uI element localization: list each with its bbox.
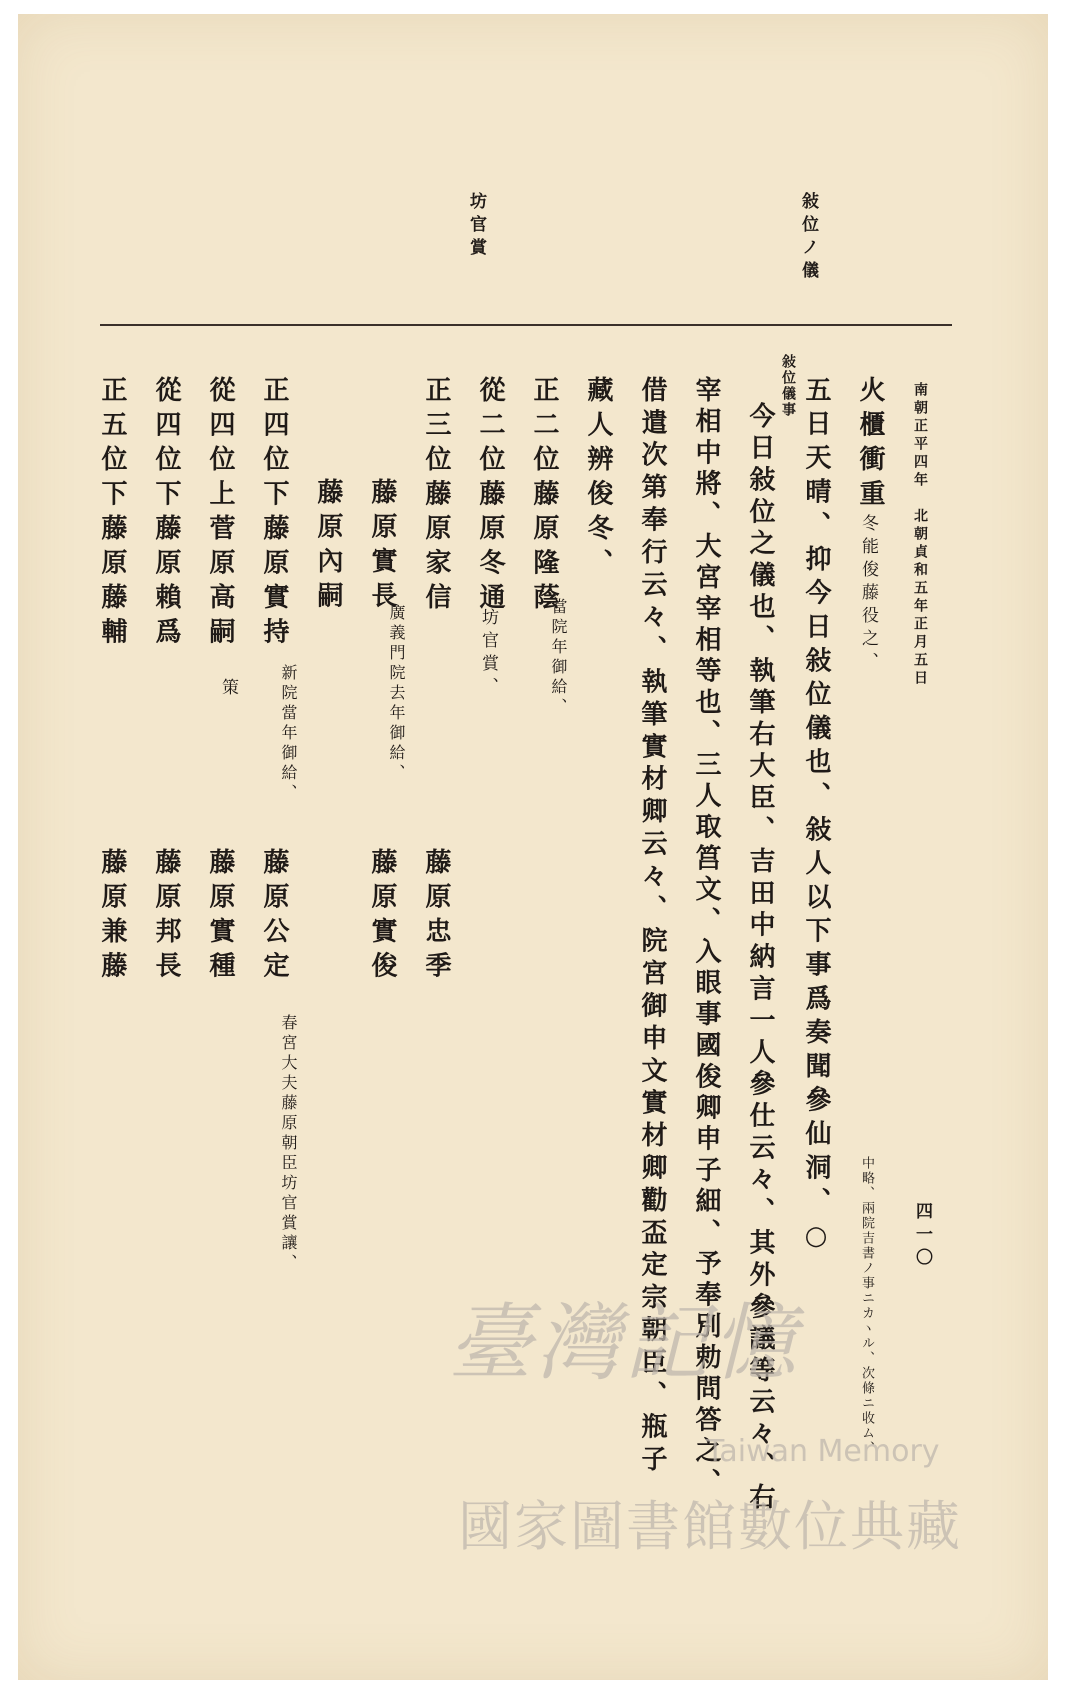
text-column-15-lower: 藤原兼藤	[97, 848, 127, 986]
text-column-1: 火櫃衝重	[855, 376, 885, 514]
column-12-lower-note: 春宮大夫藤原朝臣坊官賞讓、	[279, 1014, 298, 1274]
column-7-note: 當院年御給、	[549, 598, 568, 718]
margin-note-joi-gi: 敍位儀事	[780, 354, 796, 418]
text-column-10: 藤原實長	[367, 478, 397, 616]
side-heading-bokan: 坊官賞	[466, 192, 486, 261]
column-8-note: 坊官賞、	[478, 608, 498, 700]
text-column-13: 從四位上菅原高嗣	[205, 376, 235, 652]
text-column-12: 正四位下藤原實持	[259, 376, 289, 652]
text-column-5: 借遣次第奉行云々、執筆實材卿云々、院宮御申文實材卿勸盃定宗朝臣、瓶子	[637, 376, 667, 1478]
text-column-9-lower: 藤原忠季	[421, 848, 451, 986]
text-column-15: 正五位下藤原藤輔	[97, 376, 127, 652]
header-rule	[100, 324, 952, 326]
watermark-calligraphy: 臺灣記憶	[448, 1294, 801, 1392]
text-column-14: 從四位下藤原賴爲	[151, 376, 181, 652]
side-heading-joi: 敍位ノ儀	[798, 192, 818, 284]
watermark-institution: 國家圖書館數位典藏	[458, 1495, 962, 1558]
watermark-latin: Taiwan Memory	[706, 1434, 940, 1469]
text-column-10-lower: 藤原實俊	[367, 848, 397, 986]
column-10-note: 廣義門院去年御給、	[387, 604, 406, 784]
page-number: 四一〇	[912, 1202, 932, 1271]
column-2-note: 中略、兩院吉書ノ事ニカヽル、次條ニ收ム、	[859, 1156, 874, 1456]
text-column-13-lower: 藤原實種	[205, 848, 235, 986]
text-column-14-lower: 藤原邦長	[151, 848, 181, 986]
column-1-note: 冬能俊藤役之、	[858, 514, 878, 675]
text-column-6: 藏人辨俊冬、	[583, 376, 613, 583]
text-column-8: 從二位藤原冬通	[475, 376, 505, 618]
column-13-note: 策	[218, 678, 238, 701]
text-column-9: 正三位藤原家信	[421, 376, 451, 618]
text-column-11: 藤原內嗣	[313, 478, 343, 616]
book-page	[18, 14, 1048, 1680]
text-column-4: 宰相中將、大宮宰相等也、三人取筥文、入眼事國俊卿申子細、予奉別勅問答之、	[691, 376, 721, 1500]
text-column-7: 正二位藤原隆蔭	[529, 376, 559, 618]
column-12-note: 新院當年御給、	[279, 664, 298, 804]
text-column-12-lower: 藤原公定	[259, 848, 289, 986]
text-column-3: 今日敍位之儀也、執筆右大臣、吉田中納言一人參仕云々、其外參議等云々、右	[745, 402, 775, 1515]
text-column-2: 五日天晴、抑今日敍位儀也、敍人以下事爲奏聞參仙洞、○	[801, 376, 831, 1259]
era-heading: 南朝正平四年 北朝貞和五年正月五日	[912, 382, 928, 688]
